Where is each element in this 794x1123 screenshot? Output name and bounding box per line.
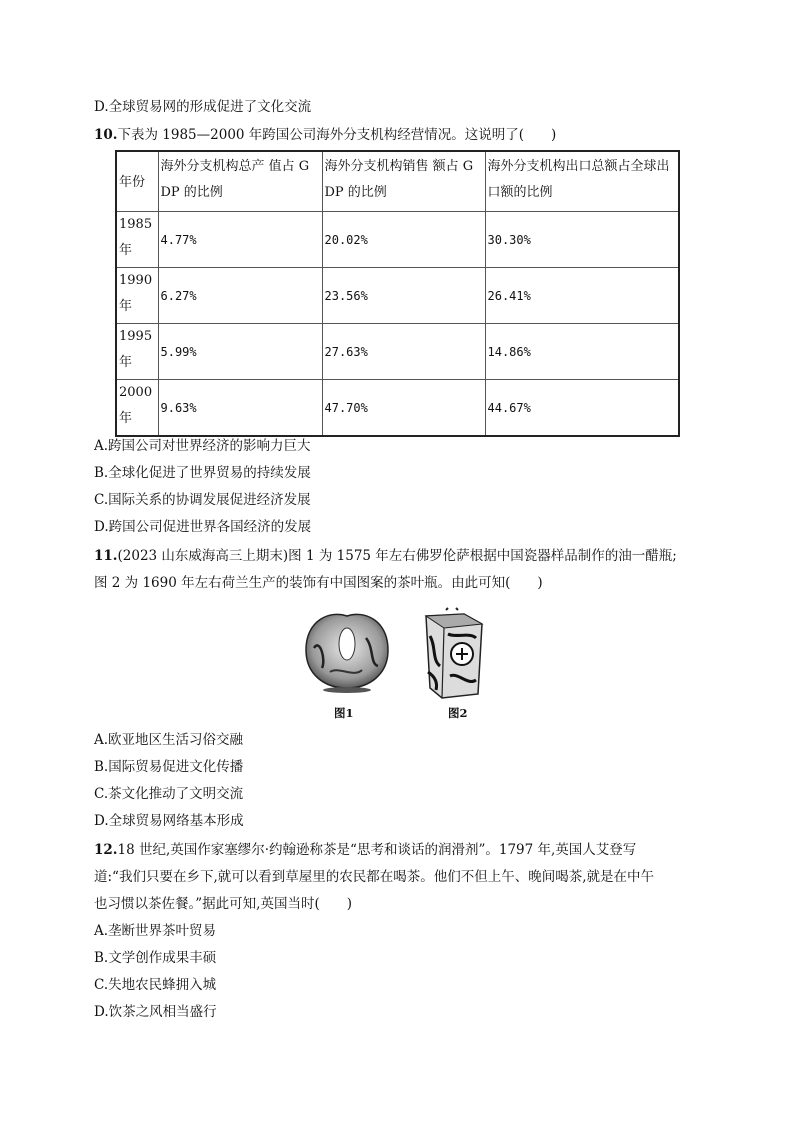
q10-stem-text: 下表为 1985—2000 年跨国公司海外分支机构经营情况。这说明了( ) <box>117 127 557 143</box>
table-header: 海外分支机构出口总额占全球出口额的比例 <box>485 151 679 212</box>
q12-option-b[interactable]: B.文学创作成果丰硕 <box>94 950 217 966</box>
q10-option-c[interactable]: C.国际关系的协调发展促进经济发展 <box>94 492 311 508</box>
q10-option-b[interactable]: B.全球化促进了世界贸易的持续发展 <box>94 465 311 481</box>
fig2-image <box>418 606 488 702</box>
q10-table <box>115 150 680 437</box>
fig1-image <box>300 608 394 694</box>
table-row <box>116 268 679 324</box>
q12-number: 12. <box>94 842 118 858</box>
table-cell: 9.63% <box>158 380 322 437</box>
q10-option-d[interactable]: D.跨国公司促进世界各国经济的发展 <box>94 519 312 535</box>
q12-option-a[interactable]: A.垄断世界茶叶贸易 <box>94 923 217 939</box>
q11-option-d[interactable]: D.全球贸易网络基本形成 <box>94 813 244 829</box>
q11-option-c[interactable]: C.茶文化推动了文明交流 <box>94 786 244 802</box>
table-cell: 6.27% <box>158 268 322 324</box>
q12-option-d[interactable]: D.饮茶之风相当盛行 <box>94 1004 217 1020</box>
q10-stem <box>94 123 556 143</box>
fig2-caption: 图2 <box>448 706 468 720</box>
q11-option-a[interactable]: A.欧亚地区生活习俗交融 <box>94 732 244 748</box>
q12-stem-line3: 也习惯以茶佐餐。”据此可知,英国当时( ) <box>94 896 352 912</box>
q11-figures <box>298 606 498 726</box>
q11-number: 11. <box>94 548 118 564</box>
table-cell: 44.67% <box>485 380 679 437</box>
q12-stem-text: 18 世纪,英国作家塞缪尔·约翰逊称茶是“思考和谈话的润滑剂”。1797 年,英国人艾登写 <box>117 842 637 858</box>
fig1-caption: 图1 <box>334 706 354 720</box>
q10-number: 10. <box>94 127 118 143</box>
table-cell: 30.30% <box>485 212 679 268</box>
table-cell: 47.70% <box>322 380 485 437</box>
table-row <box>116 212 679 268</box>
table-cell: 27.63% <box>322 324 485 380</box>
table-cell: 5.99% <box>158 324 322 380</box>
table-cell: 2000 年 <box>116 380 158 437</box>
q11-stem-text: (2023 山东威海高三上期末)图 1 为 1575 年左右佛罗伦萨根据中国瓷器样品制作的油一醋瓶; <box>117 548 677 564</box>
table-cell: 1995 年 <box>116 324 158 380</box>
table-cell: 1985 年 <box>116 212 158 268</box>
q12-stem-line1 <box>94 838 636 858</box>
q12-stem-line2: 道:“我们只要在乡下,就可以看到草屋里的农民都在喝茶。他们不但上午、晚间喝茶,就是在中午 <box>94 869 655 885</box>
table-cell: 23.56% <box>322 268 485 324</box>
table-cell: 14.86% <box>485 324 679 380</box>
q11-stem-line1 <box>94 544 677 564</box>
table-cell: 4.77% <box>158 212 322 268</box>
q10-option-a[interactable]: A.跨国公司对世界经济的影响力巨大 <box>94 438 311 454</box>
table-row <box>116 380 679 437</box>
table-header: 年份 <box>116 151 158 212</box>
q11-stem-line2: 图 2 为 1690 年左右荷兰生产的装饰有中国图案的茶叶瓶。由此可知( ) <box>94 575 543 591</box>
table-header: 海外分支机构总产 值占 GDP 的比例 <box>158 151 322 212</box>
q9-option-d: D.全球贸易网的形成促进了文化交流 <box>94 99 312 115</box>
q11-option-b[interactable]: B.国际贸易促进文化传播 <box>94 759 244 775</box>
q12-option-c[interactable]: C.失地农民蜂拥入城 <box>94 977 217 993</box>
table-row <box>116 324 679 380</box>
table-header: 海外分支机构销售 额占 GDP 的比例 <box>322 151 485 212</box>
table-header-row <box>116 151 679 212</box>
table-cell: 26.41% <box>485 268 679 324</box>
table-cell: 20.02% <box>322 212 485 268</box>
table-cell: 1990 年 <box>116 268 158 324</box>
